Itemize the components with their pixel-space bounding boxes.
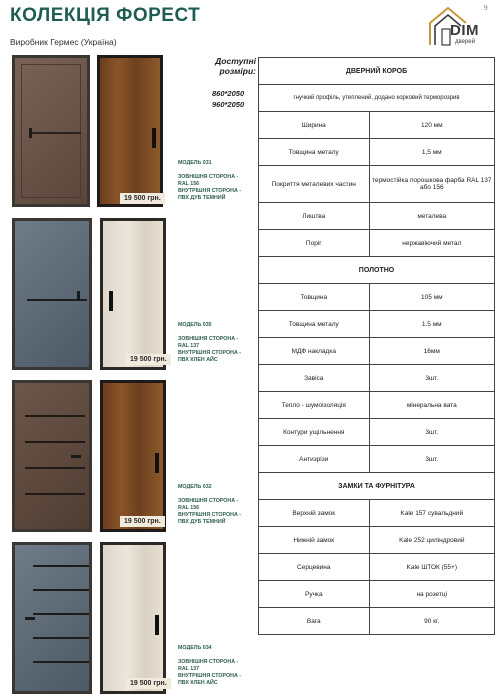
spec-label: Антизрізи: [259, 446, 370, 473]
spec-value: 3шт.: [369, 365, 494, 392]
door-interior-035: [100, 218, 166, 370]
spec-value: 3шт.: [369, 446, 494, 473]
page-title: КОЛЕКЦІЯ ФОРЕСТ: [10, 5, 201, 26]
spec-label: Тепло - шумоізоляція: [259, 392, 370, 419]
spec-label: Вага: [259, 608, 370, 635]
spec-value: металева: [369, 203, 494, 230]
logo-subtext: дверей: [455, 39, 475, 45]
spec-label: МДФ накладка: [259, 338, 370, 365]
available-sizes-label: Доступні розміри:: [215, 56, 256, 76]
spec-value: Kale 157 сувальдний: [369, 500, 494, 527]
size-value: 960*2050: [212, 100, 245, 109]
spec-label: Товщина металу: [259, 139, 370, 166]
spec-label: Товщина металу: [259, 311, 370, 338]
spec-value: мінеральна вата: [369, 392, 494, 419]
door-interior-034: [100, 542, 166, 694]
spec-label: Контури ущільнення: [259, 419, 370, 446]
size-value: 860*2050: [212, 89, 245, 98]
door-exterior-034: [12, 542, 92, 694]
spec-label: Верхній замок: [259, 500, 370, 527]
model-description: МОДЕЛЬ 032 ЗОВНІШНЯ СТОРОНА - RAL 156 ВНУТРІШНЯ СТОРОНА - ПВХ ДУБ ТЕМНИЙ: [178, 484, 241, 525]
door-interior-031: [97, 55, 163, 207]
manufacturer-subtitle: Виробник Гермес (Україна): [10, 37, 117, 47]
frame-note: гнучкий профіль, утеплений, додано корковий терморозрив: [259, 85, 495, 112]
section-header: ДВЕРНИЙ КОРОБ: [259, 58, 495, 85]
spec-label: Лиштва: [259, 203, 370, 230]
logo-text: DIM: [450, 22, 479, 39]
spec-label: Нижній замок: [259, 527, 370, 554]
spec-label: Товщина: [259, 284, 370, 311]
price-badge: 19 500 грн.: [120, 516, 165, 527]
spec-label: Ширина: [259, 112, 370, 139]
spec-value: 16мм: [369, 338, 494, 365]
spec-label: Поріг: [259, 230, 370, 257]
door-exterior-032: [12, 380, 92, 532]
model-description: МОДЕЛЬ 034 ЗОВНІШНЯ СТОРОНА - RAL 137 ВНУТРІШНЯ СТОРОНА - ПВХ КЛЕН АЙС: [178, 645, 241, 686]
section-header: ЗАМКИ ТА ФУРНІТУРА: [259, 473, 495, 500]
spec-value: 120 мм: [369, 112, 494, 139]
spec-value: 3шт.: [369, 419, 494, 446]
spec-value: Kale 252 циліндровий: [369, 527, 494, 554]
spec-value: Kale ШТОК (55+): [369, 554, 494, 581]
spec-value: 1,5 мм: [369, 139, 494, 166]
model-description: МОДЕЛЬ 035 ЗОВНІШНЯ СТОРОНА - RAL 137 ВНУТРІШНЯ СТОРОНА - ПВХ КЛЕН АЙС: [178, 322, 241, 363]
price-badge: 19 500 грн.: [120, 193, 165, 204]
spec-value: 105 мм: [369, 284, 494, 311]
price-badge: 19 500 грн.: [126, 678, 171, 689]
spec-value: на розетці: [369, 581, 494, 608]
spec-label: Завіса: [259, 365, 370, 392]
spec-value: нержавіючий метал: [369, 230, 494, 257]
spec-label: Ручка: [259, 581, 370, 608]
spec-label: Серцевина: [259, 554, 370, 581]
model-description: МОДЕЛЬ 031 ЗОВНІШНЯ СТОРОНА - RAL 156 ВНУТРІШНЯ СТОРОНА - ПВХ ДУБ ТЕМНИЙ: [178, 160, 241, 201]
spec-label: Покриття металевих частин: [259, 166, 370, 203]
door-interior-032: [100, 380, 166, 532]
section-header: ПОЛОТНО: [259, 257, 495, 284]
price-badge: 19 500 грн.: [126, 354, 171, 365]
door-exterior-031: [12, 55, 90, 207]
spec-value: термостійка порошкова фарба RAL 137 або 156: [369, 166, 494, 203]
spec-value: 1.5 мм: [369, 311, 494, 338]
door-exterior-035: [12, 218, 92, 370]
page-number: 9: [484, 4, 488, 12]
specs-table: [258, 57, 495, 635]
spec-value: 90 кг.: [369, 608, 494, 635]
